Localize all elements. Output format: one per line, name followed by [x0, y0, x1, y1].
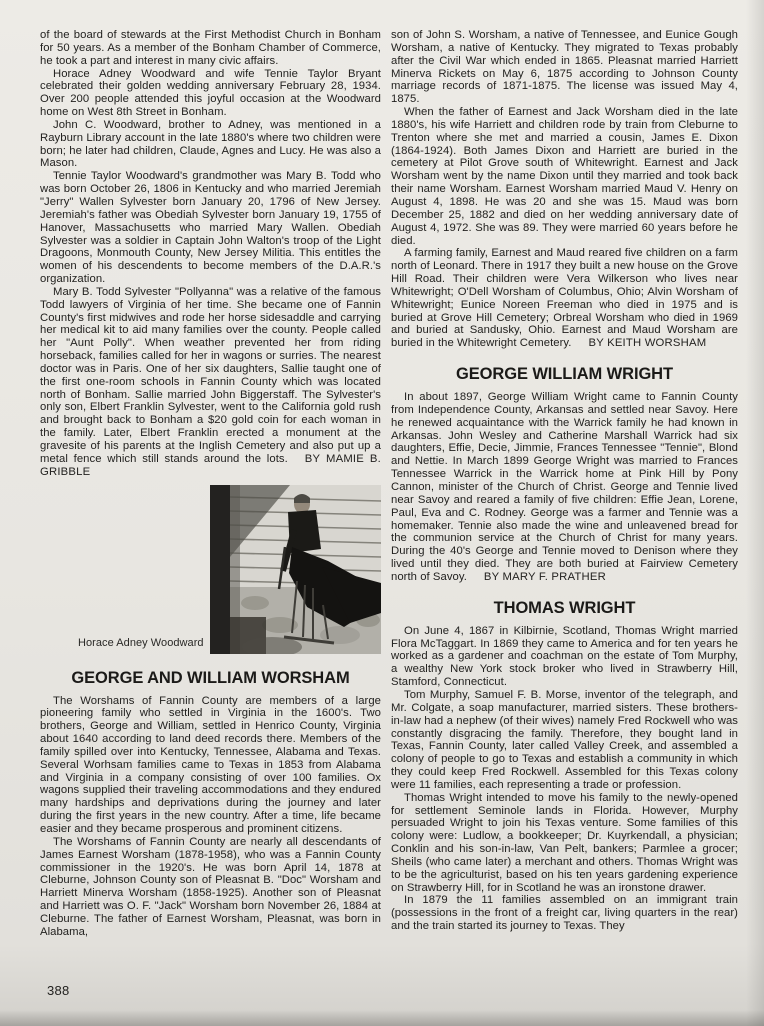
body-paragraph — [391, 247, 738, 350]
body-paragraph: Thomas Wright intended to move his family to the newly-opened for settlement Seminole lands in Florida. However, Murphy persuaded Wright to join his Texas venture. Some families of this colony were: Ludlow, a bookkeeper; Dr. Kuyrkendall, a physician; Conklin and his son-in-law, Van Pelt, bankers; Parmlee a grocer; Sheils (who came later) a merchant and others. Thomas Wright was to be the agriculturist, based on his ten years gardening experience on Strawberry Hill, for in Scotland he was an ironstone drawer. — [391, 791, 738, 894]
body-paragraph: When the father of Earnest and Jack Worsham died in the late 1880's, his wife Harriett and children rode by train from Cleburne to Trenton where she met and married a cousin, James E. Dixon (1864-1924). Both James Dixon and Harriett are buried in the cemetery at Pilot Grove south of Whitewright. Earnest and Jack Worsham went by the name Dixon until they married and took back their name Worsham. Earnest Worsham married Maud V. Henry on August 4, 1898. He was 20 and she was 15. Maud was born December 25, 1882 and died on her wedding anniversary date of August 4, 1972. She was 89. They were married 60 years before he died. — [391, 106, 738, 247]
section-heading-thomas-wright: THOMAS WRIGHT — [493, 598, 636, 617]
body-paragraph — [391, 391, 738, 584]
author-byline: BY MAMIE B. GRIBBLE — [40, 452, 382, 478]
body-paragraph: On June 4, 1867 in Kilbirnie, Scotland, Thomas Wright married Flora McTaggart. In 1869 they came to America and for ten years he worked as a gardener and coachman on the estate of Tom Murphy, a wealthy New York stock broker who lived in Strawberry Hill, Stamford, Connecticut. — [391, 624, 738, 689]
photo-caption: Horace Adney Woodward — [78, 636, 204, 649]
paragraph-text: Mary B. Todd Sylvester "Pollyanna" was a relative of the famous Todd lawyers of Virginia of her time. She became one of Fannin County's first midwives and rode her horse sidesaddle and carrying her medical kit to aid many families over the county. People called her "Aunt Polly". When weather prevented her from riding horseback, families called for her in wagons or surries. The nearest doctor was in Paris. One of her six daughters, Sallie taught one of the first one-room schools in Fannin County which was located north of Bonham. Sallie married John Biggerstaff. The Sylvester's only son, Elbert Franklin Sylvester, went to the California gold rush and brought back to Bonham a $20 gold coin for each woman in the family. Later, Elbert Franklin erected a monument at the gravesite of his parents at the Inglish Cemetery and also put up a metal fence which still stands around the lots. — [40, 285, 381, 465]
portrait-photo-image — [210, 485, 381, 654]
left-column — [40, 29, 381, 939]
right-column — [391, 29, 738, 933]
scan-edge-shadow — [746, 0, 764, 1026]
author-byline: BY MARY F. PRATHER — [483, 570, 606, 583]
scan-bottom-shadow — [0, 1010, 764, 1026]
body-paragraph: of the board of stewards at the First Methodist Church in Bonham for 50 years. As a member of the Bonham Chamber of Commerce, he took a part and interest in many civic affairs. — [40, 29, 381, 67]
paragraph-text: A farming family, Earnest and Maud reared five children on a farm north of Leonard. There in 1917 they built a new house on the Grove Hill Road. Their children were Vera Wilkerson who lives near Whitewright; O'Dell Worsham of Columbus, Ohio; Alvin Worsham of Whitewright; Eunice Noreen Freeman who died in 1975 and is buried at Grove Hill Cemetery; Orbreal Worsham who died in 1969 and buried at Sandusky, Ohio. Earnest and Maud Worsham are buried in the Whitewright Cemetery. — [391, 247, 738, 350]
body-paragraph: Tom Murphy, Samuel F. B. Morse, inventor of the telegraph, and Mr. Colgate, a soap manufacturer, married sisters. These brothers-in-law had a nephew (of their wives) namely Fred Rockwell who was constantly disgracing the family. Therefore, they bought land in Texas, Fannin County, later called Valley Creek, and assembled a colony of people to go to Texas and establish a community in which they could keep Fred Rockwell. Assembled for this Texas colony were 11 families, each representing a trade or profession. — [391, 688, 738, 791]
body-paragraph — [40, 286, 381, 479]
photo-block — [40, 485, 381, 654]
photo-horace-adney-woodward — [210, 485, 381, 654]
page-number: 388 — [47, 983, 70, 998]
body-paragraph: Horace Adney Woodward and wife Tennie Taylor Bryant celebrated their golden wedding anniversary February 28, 1934. Over 200 people attended this joyful occasion at the Woodward home on West 8th Street in Bonham. — [40, 67, 381, 119]
body-paragraph: son of John S. Worsham, a native of Tennessee, and Eunice Gough Worsham, a native of Kentucky. They migrated to Texas probably after the Civil War which ended in 1865. Pleasnat married Harriett Minerva Rickets on May 6, 1875 according to Johnson County marriage records of 1871-1875. The license was issued May 4, 1875. — [391, 29, 738, 106]
body-paragraph: In 1879 the 11 families assembled on an immigrant train (possessions in the front of a freight car, living quarters in the rear) and the train started its journey to Texas. They — [391, 894, 738, 933]
section-heading-george-wright: GEORGE WILLIAM WRIGHT — [456, 365, 673, 384]
body-paragraph: Tennie Taylor Woodward's grandmother was Mary B. Todd who was born October 26, 1806 in Kentucky and who married Jeremiah "Jerry" Wallen Sylvester born January 20, 1796 of New Jersey. Jeremiah's father was Obediah Sylvester born January 19, 1755 of Hanover, Massachusetts who married Mary Wallen. Obediah Sylvester was a soldier in Captain John Walton's troop of the Light Dragoons, Monmouth County, New Jersey Militia. This entitles the women of his descendents to become members of the D.A.R.'s organization. — [40, 170, 381, 286]
paragraph-text: In about 1897, George William Wright came to Fannin County from Independence County, Arkansas and settled near Savoy. Here he renewed acquaintance with the Warrick family he had known in Arkansas. John Wesley and Catherine Marshall Warrick had six daughters, Effie, Decie, Jimmie, Frances Tennessee "Tennie", Blond and Nettie. In March 1899 George Wright was married to Frances Tennessee Warrick in the Warrick home at Pink Hill by Pony Cannon, minister of the Church of Christ. George and Tennie lived near Savoy and reared a family of five children: Effie Jean, Lorene, Paul, Eva and C. Rodney. George was a farmer and Tennie was a homemaker. Tennie also made the wine and unleavened bread for the communion service at the Church of Christ for many years. During the 40's George and Tennie moved to Denison where they lived until they died. They are both buried at Fairview Cemetery north of Savoy. — [391, 391, 738, 583]
body-paragraph: John C. Woodward, brother to Adney, was mentioned in a Rayburn Library account in the late 1880's where two children were born; he later had children, Claude, Agnes and Lucy. He was also a Mason. — [40, 118, 381, 170]
body-paragraph: The Worshams of Fannin County are members of a large pioneering family who settled in Virginia in the 1600's. Two brothers, George and William, settled in Henrico County, Virginia about 1640 according to land deed records there. Members of the family spilled over into Kentucky, Tennessee, Alabama and Texas. Several Worhsam families came to Texas in 1853 from Alabama and Virginia in a company consisting of over 100 families. Ox wagons supplied their traveling accommodations and they endured many hardships and deprivations during the journey and later during the first years in the new country. After a time, life became easier and they became prosperous and prominent citizens. — [40, 694, 381, 835]
body-paragraph: The Worshams of Fannin County are nearly all descendants of James Earnest Worsham (1878-1958), who was a Fannin County commissioner in the 1920's. He was born April 14, 1878 at Cleburne, Johnson County son of Pleasnat B. "Doc" Worsham and Harriett Minerva Worsham (1858-1925). Another son of Pleasnat and Harriett was O. F. "Jack" Worsham born November 26, 1884 at Cleburne. The father of Earnest Worsham, Pleasnat, was born in Alabama, — [40, 835, 381, 938]
author-byline: BY KEITH WORSHAM — [588, 337, 707, 350]
section-heading-worsham: GEORGE AND WILLIAM WORSHAM — [71, 668, 350, 687]
